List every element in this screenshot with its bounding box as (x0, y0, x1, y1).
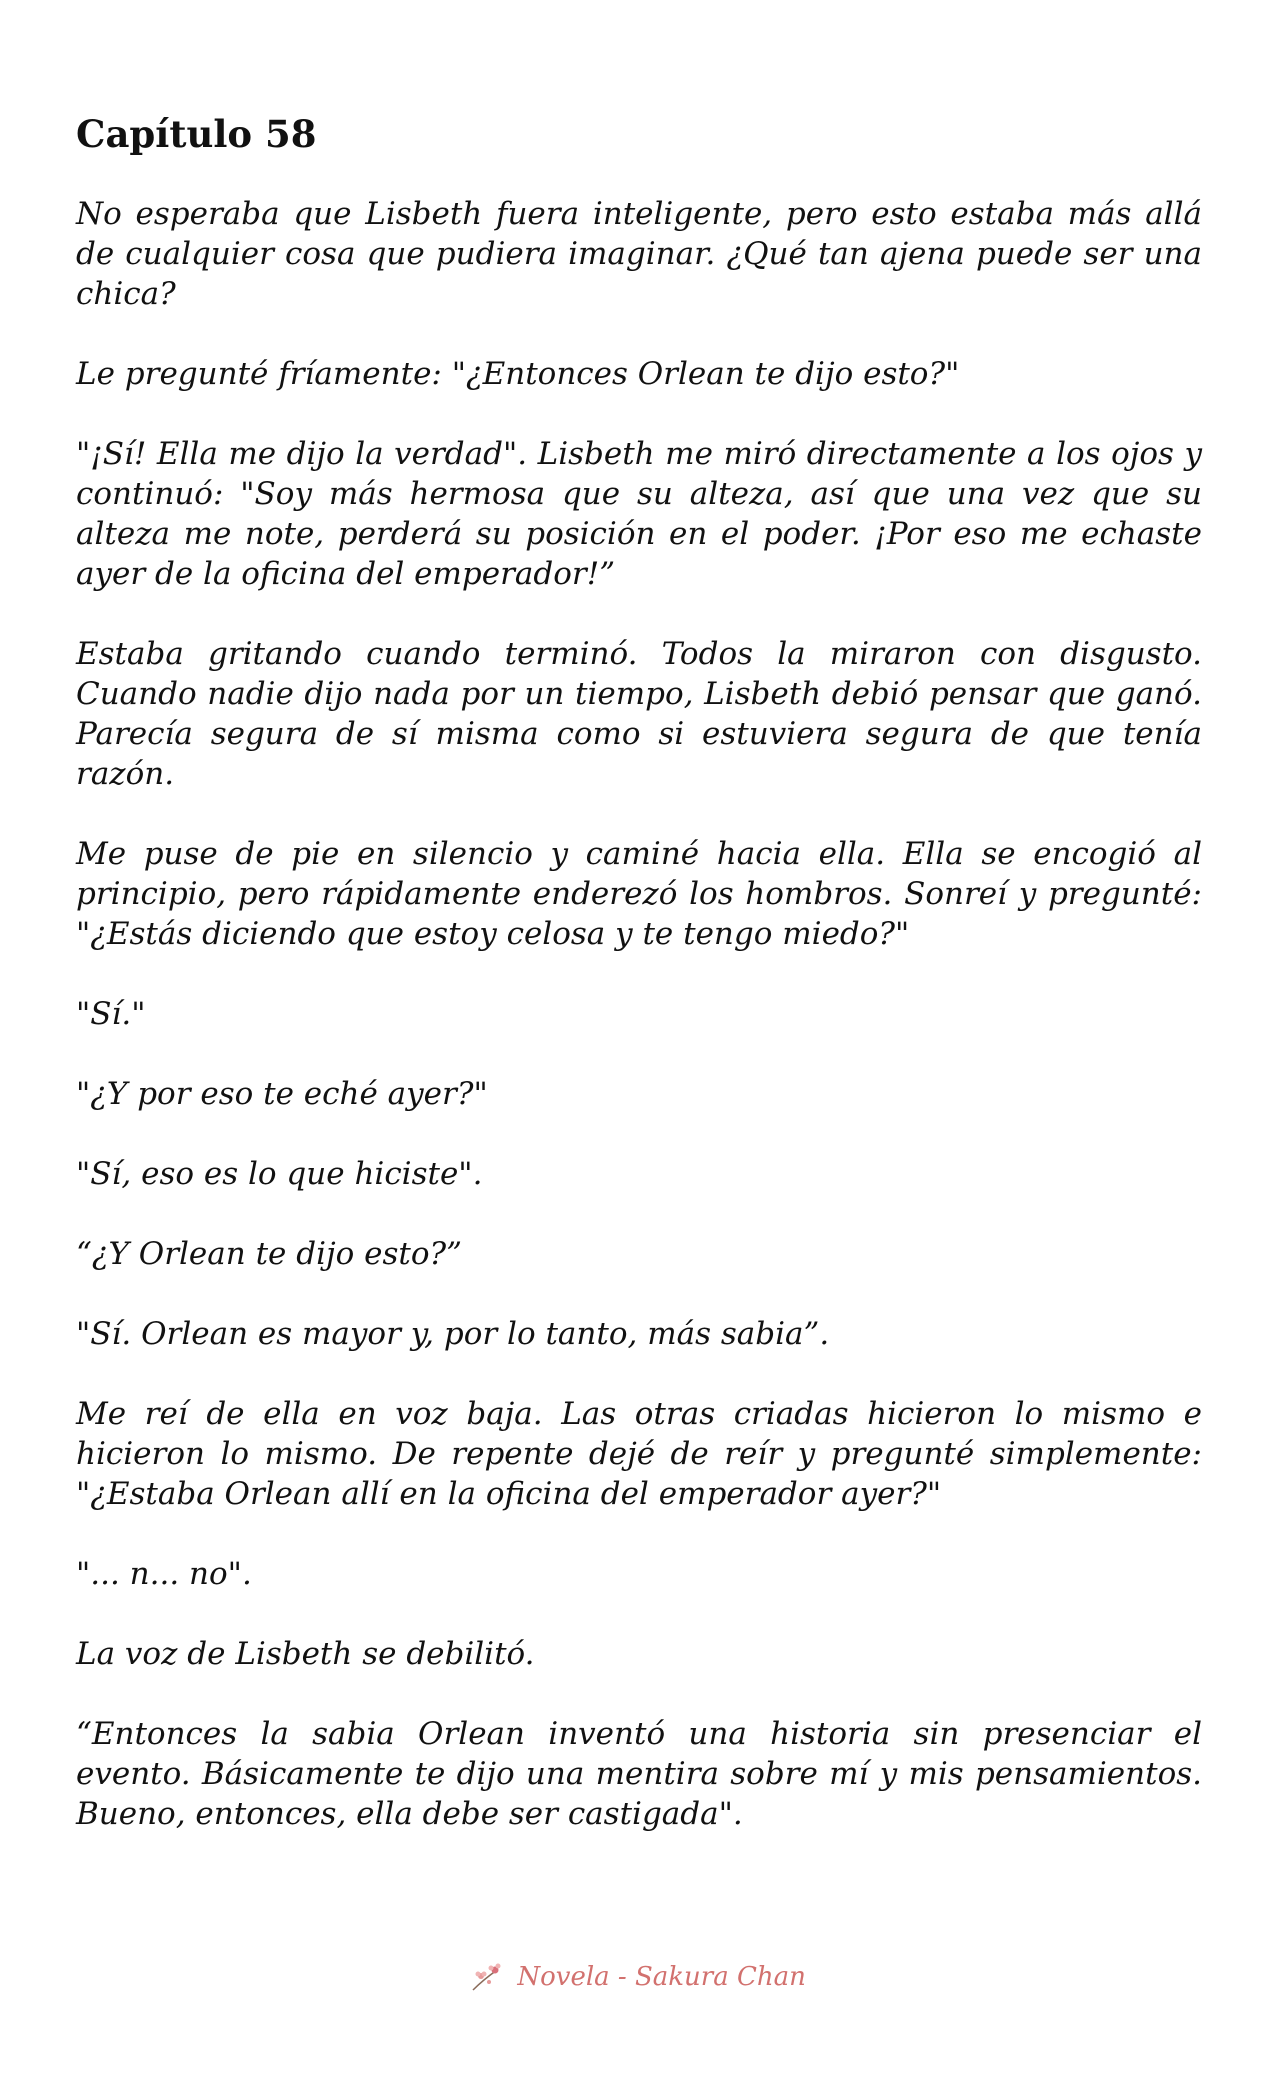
paragraph: “Entonces la sabia Orlean inventó una historia sin presenciar el evento. Básicamente te dijo una mentira sobre mí y mis pensamientos. Bueno, entonces, ella debe ser castigada". (76, 1716, 1202, 1832)
paragraph: No esperaba que Lisbeth fuera inteligente, pero esto estaba más allá de cualquier cosa que pudiera imaginar. ¿Qué tan ajena puede ser una chica? (76, 196, 1202, 312)
paragraph: "¿Y por eso te eché ayer?" (76, 1076, 488, 1112)
paragraph: Me puse de pie en silencio y caminé hacia ella. Ella se encogió al principio, pero rápidamente enderezó los hombros. Sonreí y pregunté: "¿Estás diciendo que estoy celosa y te tengo miedo?" (76, 836, 1202, 952)
paragraph: "¡Sí! Ella me dijo la verdad". Lisbeth me miró directamente a los ojos y continuó: "Soy más hermosa que su alteza, así que una vez que su alteza me note, perderá su posición en el poder. ¡Por eso me echaste ayer de la oficina del emperador!” (76, 436, 1202, 592)
watermark-text: Novela - Sakura Chan (517, 1962, 806, 1992)
chapter-title: Capítulo 58 (76, 112, 317, 156)
paragraph: “¿Y Orlean te dijo esto?” (76, 1236, 462, 1272)
paragraph: "... n... no". (76, 1556, 252, 1592)
sakura-flower-icon (469, 1962, 505, 1994)
paragraph: Le pregunté fríamente: "¿Entonces Orlean te dijo esto?" (76, 356, 960, 392)
document-page (76, 110, 1202, 1874)
paragraph: Estaba gritando cuando terminó. Todos la miraron con disgusto. Cuando nadie dijo nada por un tiempo, Lisbeth debió pensar que ganó. Parecía segura de sí misma como si estuviera segura de que tenía razón. (76, 636, 1202, 792)
paragraph: "Sí." (76, 996, 146, 1032)
paragraph: "Sí. Orlean es mayor y, por lo tanto, más sabia”. (76, 1316, 830, 1352)
watermark-footer (0, 1962, 1275, 1994)
paragraph: "Sí, eso es lo que hiciste". (76, 1156, 483, 1192)
paragraph: Me reí de ella en voz baja. Las otras criadas hicieron lo mismo e hicieron lo mismo. De repente dejé de reír y pregunté simplemente: "¿Estaba Orlean allí en la oficina del emperador ayer?" (76, 1396, 1202, 1512)
paragraph: La voz de Lisbeth se debilitó. (76, 1636, 535, 1672)
